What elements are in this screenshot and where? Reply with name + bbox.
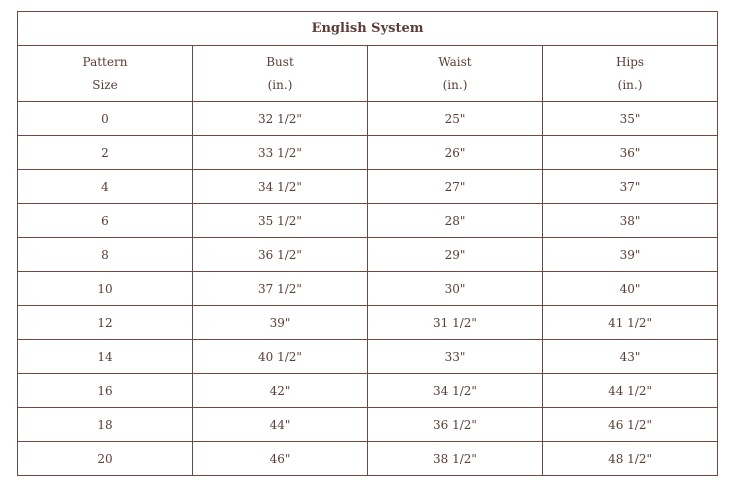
- column-header-bust: [193, 46, 368, 102]
- column-header-line2: (in.): [442, 77, 468, 92]
- cell-waist: 31 1/2": [368, 306, 543, 340]
- column-header-waist: [368, 46, 543, 102]
- table-row: [18, 204, 718, 238]
- table-row: [18, 136, 718, 170]
- cell-pattern-size: 8: [18, 238, 193, 272]
- cell-pattern-size: 18: [18, 408, 193, 442]
- cell-pattern-size: 4: [18, 170, 193, 204]
- cell-hips: 37": [543, 170, 718, 204]
- table-row: [18, 306, 718, 340]
- column-header-line1: Hips: [615, 54, 645, 69]
- size-chart: [17, 11, 717, 476]
- cell-pattern-size: 20: [18, 442, 193, 476]
- table-title: English System: [18, 12, 718, 46]
- size-table: [17, 11, 718, 476]
- table-row: [18, 374, 718, 408]
- cell-waist: 33": [368, 340, 543, 374]
- table-title-row: [18, 12, 718, 46]
- cell-bust: 36 1/2": [193, 238, 368, 272]
- table-row: [18, 272, 718, 306]
- table-row: [18, 170, 718, 204]
- cell-bust: 33 1/2": [193, 136, 368, 170]
- cell-waist: 28": [368, 204, 543, 238]
- cell-waist: 34 1/2": [368, 374, 543, 408]
- cell-hips: 40": [543, 272, 718, 306]
- column-header-line2: (in.): [617, 77, 643, 92]
- cell-hips: 41 1/2": [543, 306, 718, 340]
- cell-hips: 36": [543, 136, 718, 170]
- column-header-pattern-size: [18, 46, 193, 102]
- cell-bust: 35 1/2": [193, 204, 368, 238]
- column-header-line1: Bust: [266, 54, 294, 69]
- cell-pattern-size: 0: [18, 102, 193, 136]
- cell-pattern-size: 2: [18, 136, 193, 170]
- table-row: [18, 102, 718, 136]
- table-row: [18, 340, 718, 374]
- cell-bust: 32 1/2": [193, 102, 368, 136]
- cell-waist: 30": [368, 272, 543, 306]
- cell-bust: 44": [193, 408, 368, 442]
- cell-pattern-size: 10: [18, 272, 193, 306]
- column-header-line1: Pattern: [82, 54, 128, 69]
- cell-pattern-size: 6: [18, 204, 193, 238]
- column-header-hips: [543, 46, 718, 102]
- cell-waist: 36 1/2": [368, 408, 543, 442]
- cell-hips: 35": [543, 102, 718, 136]
- cell-bust: 37 1/2": [193, 272, 368, 306]
- cell-bust: 40 1/2": [193, 340, 368, 374]
- cell-hips: 39": [543, 238, 718, 272]
- column-header-line2: Size: [92, 77, 118, 92]
- cell-pattern-size: 16: [18, 374, 193, 408]
- table-row: [18, 238, 718, 272]
- cell-bust: 34 1/2": [193, 170, 368, 204]
- column-header-row: [18, 46, 718, 102]
- column-header-line2: (in.): [267, 77, 293, 92]
- cell-waist: 38 1/2": [368, 442, 543, 476]
- cell-hips: 43": [543, 340, 718, 374]
- cell-hips: 46 1/2": [543, 408, 718, 442]
- cell-bust: 42": [193, 374, 368, 408]
- cell-hips: 44 1/2": [543, 374, 718, 408]
- cell-bust: 46": [193, 442, 368, 476]
- table-row: [18, 442, 718, 476]
- cell-hips: 48 1/2": [543, 442, 718, 476]
- cell-bust: 39": [193, 306, 368, 340]
- cell-waist: 26": [368, 136, 543, 170]
- cell-hips: 38": [543, 204, 718, 238]
- cell-pattern-size: 12: [18, 306, 193, 340]
- table-row: [18, 408, 718, 442]
- cell-waist: 29": [368, 238, 543, 272]
- cell-waist: 27": [368, 170, 543, 204]
- cell-waist: 25": [368, 102, 543, 136]
- cell-pattern-size: 14: [18, 340, 193, 374]
- column-header-line1: Waist: [438, 54, 472, 69]
